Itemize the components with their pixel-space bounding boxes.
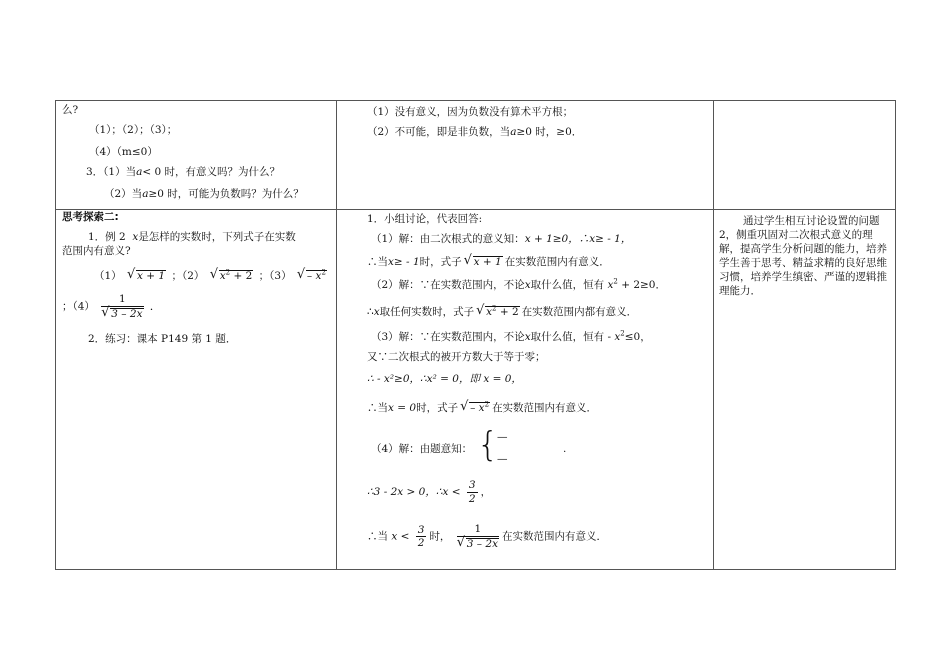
solution-3-mid: 取什么值，恒有 - [530,331,611,343]
solution-3-tail: ≤0， [624,331,651,343]
solution-4c-math: x < [391,530,410,543]
system-end-dot: . [563,443,567,455]
solution-3-line-4 [367,399,598,414]
discussion-intro: 1．小组讨论，代表回答: [367,213,483,225]
solution-3-line-2: 又∵二次根式的被开方数大于等于零； [367,351,546,363]
sqrt-x2-plus-2: √ $x^2 + 2$ [209,267,253,282]
solution-2-tail: + 2≥0． [621,279,666,291]
example-items [94,267,329,282]
sqrt-x-plus-1-answer: √ x + 1 [463,253,502,268]
solution-3-line-3: ∴ - x²≥0，∴x² = 0，即 x = 0， [367,373,522,385]
fraction-1-over-sqrt: 1 √ 3 – 2x [101,293,143,320]
solution-2b-prefix: ∴ [367,306,374,318]
solution-2-variable: x [524,279,531,291]
solution-2-line-1: （2）解：∵在实数范围内，不论x取什么值，恒有 $x^2 + 2\ge 0$． [371,277,666,291]
example-line-2: 范围内有意义? [62,245,131,257]
item-4-end: ． [149,300,161,313]
question-3-part-1 [86,167,280,178]
system-brace: { [477,425,499,465]
item-1-label: （1） [94,270,122,282]
row2-col2-cell [337,210,713,569]
question-items-1-3: （1）；（2）；（3）； [89,124,178,136]
example-suffix: 是怎样的实数时，下列式子在实数 [138,231,296,243]
solution-2-text: （2）解：∵在实数范围内，不论 [371,279,525,291]
solution-2b-suffix: 在实数范围内都有意义． [521,306,638,318]
row2-col1-cell [56,210,336,569]
q3-part1-suffix: < 0 时，有意义吗？为什么？ [142,166,281,178]
q3-part2-prefix: （2）当 [104,188,143,200]
solution-4b-prefix: ∴3 - 2x > 0，∴x < [367,485,461,498]
solution-1-mid: 时，式子 [419,256,462,268]
section-heading: 思考探索二: [62,211,119,223]
solution-1-text: （1）解：由二次根式的意义知： [371,233,525,245]
q3-part2-suffix: ≥0 时，可能为负数吗？为什么？ [148,188,304,200]
answer-2-suffix: ≥0 时，≥0． [516,126,583,138]
item-4-label: ；（4） [62,300,95,313]
solution-1-suffix: 在实数范围内有意义． [504,256,610,268]
example-prefix: 1．例 2 [88,231,126,243]
question-3-part-2 [104,189,304,200]
solution-3-text: （3）解：∵在实数范围内，不论 [371,331,525,343]
solution-4-line-1: （4）解：由题意知： [371,443,473,455]
solution-4c-mid: 时， [429,530,451,543]
table-bottom-border [55,569,896,570]
table-right-border [895,100,896,570]
row1-col2-cell [337,101,713,209]
fraction-3-over-2-answer: $\frac{3}{2}$ [417,523,425,549]
row2-col3-cell [714,210,895,569]
example-variable: x [132,231,139,243]
solution-1-prefix: ∴当 [367,256,388,268]
item-3-label: ；（3） [258,270,292,282]
solution-4-line-2 [367,480,491,504]
solution-3d-math: x = 0 [388,402,417,414]
system-line-2: — [497,453,508,465]
design-intent-note: 通过学生相互讨论设置的问题 2，侧重巩固对二次根式意义的理解，提高学生分析问题的能力，培养学生善于思考、精益求精的良好思维习惯，培养学生缜密、严谨的逻辑推理能力． [719,215,887,297]
solution-1-condition: x≥ - 1 [388,256,420,268]
solution-3d-mid: 时，式子 [416,402,459,414]
solution-4c-prefix: ∴当 [367,530,388,543]
solution-2-mid: 取什么值，恒有 [530,279,605,291]
solution-3d-prefix: ∴当 [367,402,388,414]
solution-2b-variable: x [373,306,380,318]
answer-1: （1）没有意义，因为负数没有算术平方根； [367,106,574,118]
q3-part1-variable: a [136,166,143,178]
sqrt-neg-x2-answer: √ – $x^2$ [460,399,490,414]
practice-line: 2．练习：课本 P149 第 1 题． [88,333,237,345]
solution-2-line-2 [367,303,638,318]
solution-1-math: x + 1≥0，∴x≥ - 1， [524,233,632,245]
solution-4b-end: ， [480,485,492,498]
solution-2-math: x [607,279,614,291]
example-line-1 [88,232,296,243]
solution-3-line-1: （3）解：∵在实数范围内，不论x取什么值，恒有 - $x^2\le 0$， [371,329,651,343]
row1-col1-cell [56,101,336,209]
question-item-4: （4）（m≤0） [89,146,158,158]
example-item-4 [62,294,160,319]
system-line-1: — [497,431,508,443]
solution-1-line-1 [371,234,631,245]
sqrt-neg-x2: √ – $x^2$ [296,267,326,282]
q3-part1-prefix: 3．（1）当 [86,166,137,178]
answer-2-variable: a [510,126,517,138]
solution-3-variable: x [524,331,531,343]
sqrt-x-plus-1: √ x + 1 [127,267,166,282]
fraction-3-over-2: $\frac{3}{2}$ [468,479,476,505]
item-2-label: ；（2） [171,270,205,282]
fraction-1-over-sqrt-answer: 1 √ 3 – 2x [456,523,498,550]
solution-4-line-3 [367,524,607,549]
answer-2-prefix: （2）不可能，即是非负数，当 [367,126,511,138]
sqrt-x2-plus-2-answer: √ $x^2 + 2$ [476,303,519,318]
solution-1-line-2 [367,253,610,268]
solution-3d-suffix: 在实数范围内有意义． [492,402,598,414]
solution-4c-suffix: 在实数范围内有意义． [502,530,607,543]
solution-3-math: x [614,331,621,343]
q3-part2-variable: a [142,188,149,200]
solution-2b-mid: 取任何实数时，式子 [379,306,475,318]
question-continuation: 么? [62,104,79,116]
answer-2 [367,127,582,138]
